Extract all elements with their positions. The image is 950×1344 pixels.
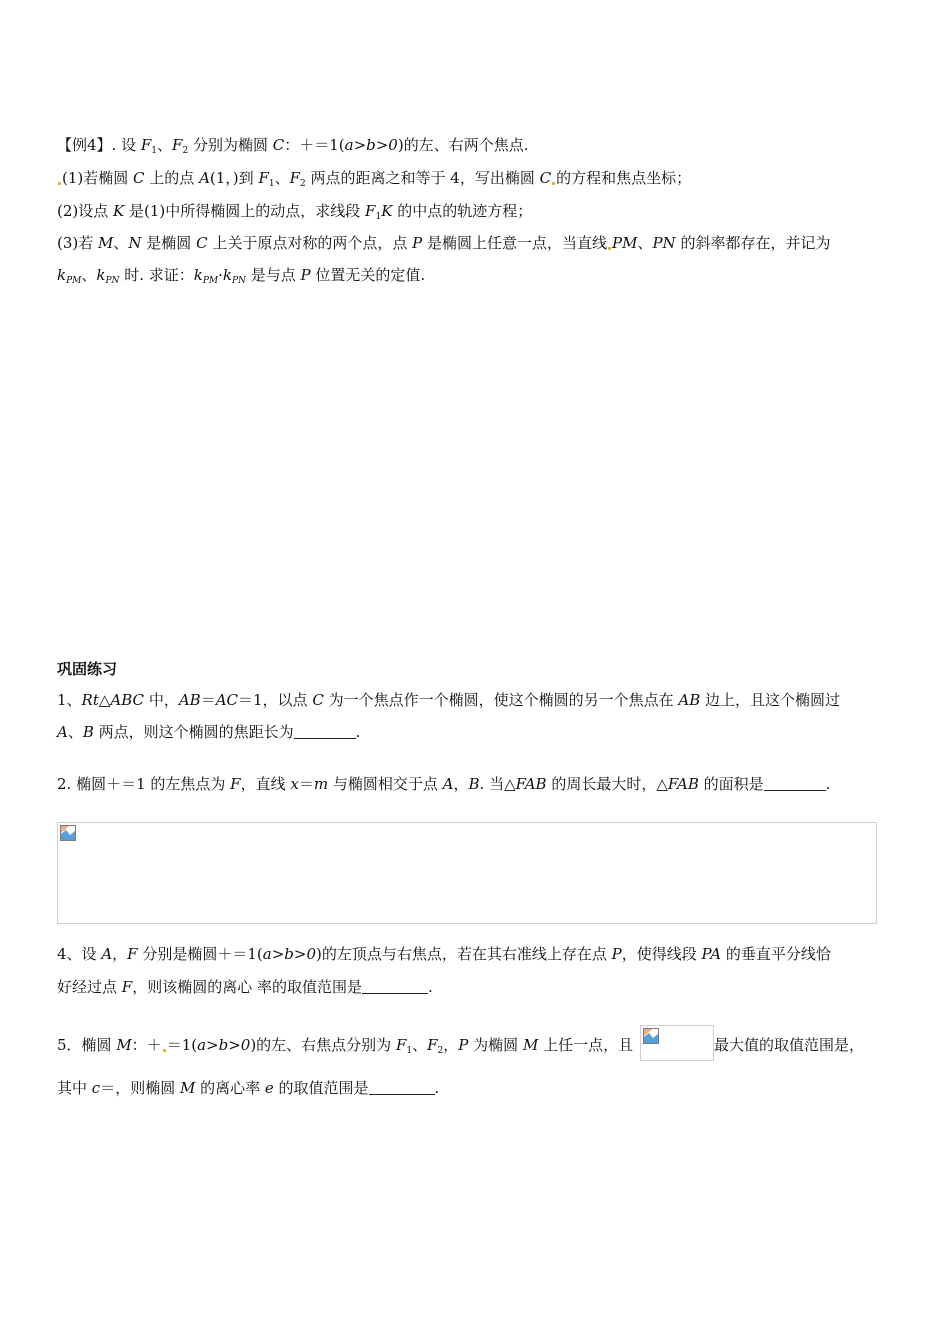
inline-image-placeholder: [640, 1025, 714, 1061]
answer-blank[interactable]: [294, 724, 356, 739]
question-2: 2. 椭圆＋＝1 的左焦点为 F，直线 x＝m 与椭圆相交于点 A，B. 当△FAB 的周长最大时，△FAB 的面积是 .: [57, 775, 831, 793]
answer-blank[interactable]: [764, 776, 826, 791]
example4-part2: (2)设点 K 是(1)中所得椭圆上的动点，求线段 $F_1K$ 的中点的轨迹方程；: [57, 202, 533, 222]
answer-blank[interactable]: [369, 1080, 435, 1095]
question-5-tail: 最大值的取值范围是，: [714, 1036, 865, 1054]
anchor-marker-icon: [163, 1049, 166, 1052]
anchor-marker-icon: [552, 182, 555, 185]
example-bracket: 【例4】: [57, 136, 112, 154]
image-placeholder: [57, 822, 877, 924]
example4-part1: (1)若椭圆 C 上的点 A(1，)到 $F_1$、$F_2$ 两点的距离之和等于 4，写出椭圆 C 的方程和焦点坐标；: [57, 168, 691, 194]
question-1: 1、Rt△ABC 中，AB＝AC＝1，以点 C 为一个焦点作一个椭圆，使这个椭圆的另一个焦点在 AB 边上，且这个椭圆过: [57, 691, 840, 709]
question-5-cont: 其中 c＝，则椭圆 M 的离心率 e 的取值范围是 .: [57, 1079, 440, 1097]
anchor-marker-icon: [58, 182, 61, 185]
question-4: 4、设 A，F 分别是椭圆＋＝1(a>b>0)的左顶点与右焦点，若在其右准线上存在点 P，使得线段 PA 的垂直平分线恰: [57, 945, 831, 963]
broken-image-icon: [643, 1028, 659, 1044]
question-5: 5．椭圆 M：＋ ＝1(a>b>0)的左、右焦点分别为 $F_1$、$F_2$，P 为椭圆 M 上任一点，且: [57, 1036, 634, 1056]
question-1-cont: A、B 两点，则这个椭圆的焦距长为 .: [57, 723, 361, 741]
example4-part3-cont: $k_{PM}$、$k_{PN}$ 时. 求证：$k_{PM}\cdot k_{PN}$ 是与点 P 位置无关的定值.: [57, 266, 426, 286]
question-4-cont: 好经过点 F，则该椭圆的离心 率的取值范围是 .: [57, 978, 433, 996]
example4-part3: (3)若 M、N 是椭圆 C 上关于原点对称的两个点，点 P 是椭圆上任意一点，当直线 PM、PN 的斜率都存在，并记为: [57, 234, 831, 252]
practice-heading: 巩固练习: [57, 660, 118, 678]
answer-blank[interactable]: [362, 979, 428, 994]
broken-image-icon: [60, 825, 76, 841]
example4-title: 【例4】. 设 $F_1$、$F_2$ 分别为椭圆 C：＋＝1(a>b>0)的左、右两个焦点.: [57, 136, 529, 156]
anchor-marker-icon: [608, 247, 611, 250]
